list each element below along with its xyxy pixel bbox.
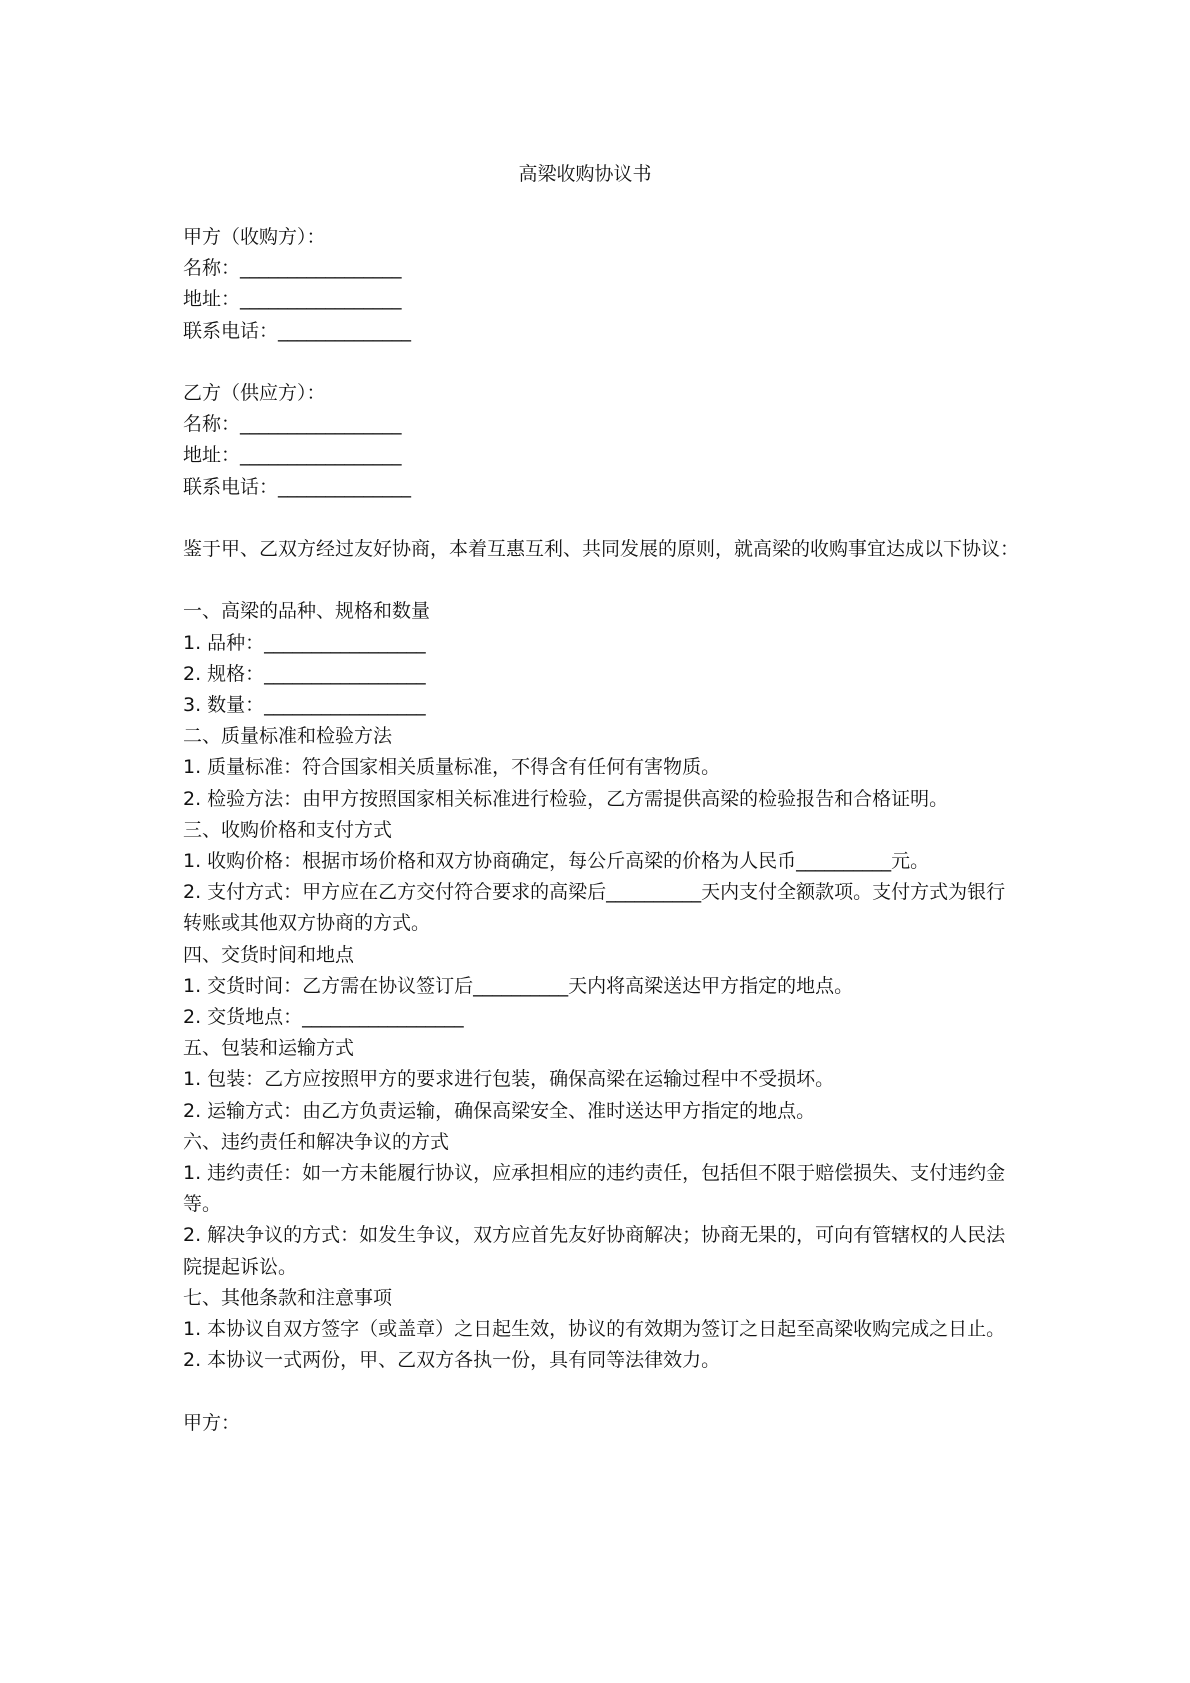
section-3-item-payment: 2. 支付方式：甲方应在乙方交付符合要求的高梁后__________天内支付全额款项。支付方式为银行转账或其他双方协商的方式。 — [183, 881, 1006, 935]
party-a-heading: 甲方（收购方）： — [183, 226, 326, 248]
section-5-item-transport: 2. 运输方式：由乙方负责运输，确保高梁安全、准时送达甲方指定的地点。 — [183, 1099, 816, 1122]
section-6-title: 六、违约责任和解决争议的方式 — [183, 1130, 450, 1153]
party-b-name-field: 名称：_________________ — [183, 413, 402, 436]
party-b-address-field: 地址：_________________ — [183, 444, 402, 467]
section-2-item-quality: 1. 质量标准：符合国家相关质量标准，不得含有任何有害物质。 — [183, 756, 721, 779]
section-7-item-validity: 1. 本协议自双方签字（或盖章）之日起生效，协议的有效期为签订之日起至高梁收购完成之日止。 — [183, 1318, 1006, 1341]
section-1-item-spec: 2. 规格：_________________ — [183, 662, 426, 685]
section-4-item-place: 2. 交货地点：_________________ — [183, 1006, 464, 1029]
section-1-item-variety: 1. 品种：_________________ — [183, 631, 426, 654]
spacer — [183, 347, 1019, 378]
section-3-item-price: 1. 收购价格：根据市场价格和双方协商确定，每公斤高梁的价格为人民币__________元。 — [183, 850, 930, 873]
spacer — [183, 565, 1019, 596]
section-1-item-quantity: 3. 数量：_________________ — [183, 694, 426, 716]
spacer — [183, 503, 1019, 534]
party-a-name-field: 名称：_________________ — [183, 257, 402, 280]
party-a-signature-label: 甲方： — [183, 1411, 241, 1434]
section-3-title: 三、收购价格和支付方式 — [183, 818, 393, 841]
section-5-title: 五、包装和运输方式 — [183, 1037, 355, 1060]
party-a-phone-field: 联系电话：______________ — [183, 319, 412, 342]
spacer — [183, 1376, 1019, 1407]
intro-paragraph: 鉴于甲、乙双方经过友好协商，本着互惠互利、共同发展的原则，就高梁的收购事宜达成以下协议： — [183, 538, 1020, 560]
document-title: 高梁收购协议书 — [518, 163, 652, 185]
section-4-title: 四、交货时间和地点 — [183, 943, 355, 966]
section-7-title: 七、其他条款和注意事项 — [183, 1286, 393, 1309]
document-body — [183, 222, 1019, 1439]
section-6-item-liability: 1. 违约责任：如一方未能履行协议，应承担相应的违约责任，包括但不限于赔偿损失、支付违约金等。 — [183, 1162, 1006, 1216]
party-a-address-field: 地址：_________________ — [183, 288, 402, 311]
party-b-heading: 乙方（供应方）： — [183, 382, 326, 404]
section-4-item-time: 1. 交货时间：乙方需在协议签订后__________天内将高梁送达甲方指定的地点。 — [183, 974, 854, 997]
section-5-item-packaging: 1. 包装：乙方应按照甲方的要求进行包装，确保高梁在运输过程中不受损坏。 — [183, 1068, 835, 1091]
section-7-item-copies: 2. 本协议一式两份，甲、乙双方各执一份，具有同等法律效力。 — [183, 1349, 721, 1372]
section-2-title: 二、质量标准和检验方法 — [183, 725, 393, 748]
section-1-title: 一、高梁的品种、规格和数量 — [183, 600, 431, 623]
section-6-item-dispute: 2. 解决争议的方式：如发生争议，双方应首先友好协商解决；协商无果的，可向有管辖权的人民法院提起诉讼。 — [183, 1224, 1006, 1278]
section-2-item-inspection: 2. 检验方法：由甲方按照国家相关标准进行检验，乙方需提供高梁的检验报告和合格证明。 — [183, 787, 949, 810]
party-b-phone-field: 联系电话：______________ — [183, 475, 412, 498]
